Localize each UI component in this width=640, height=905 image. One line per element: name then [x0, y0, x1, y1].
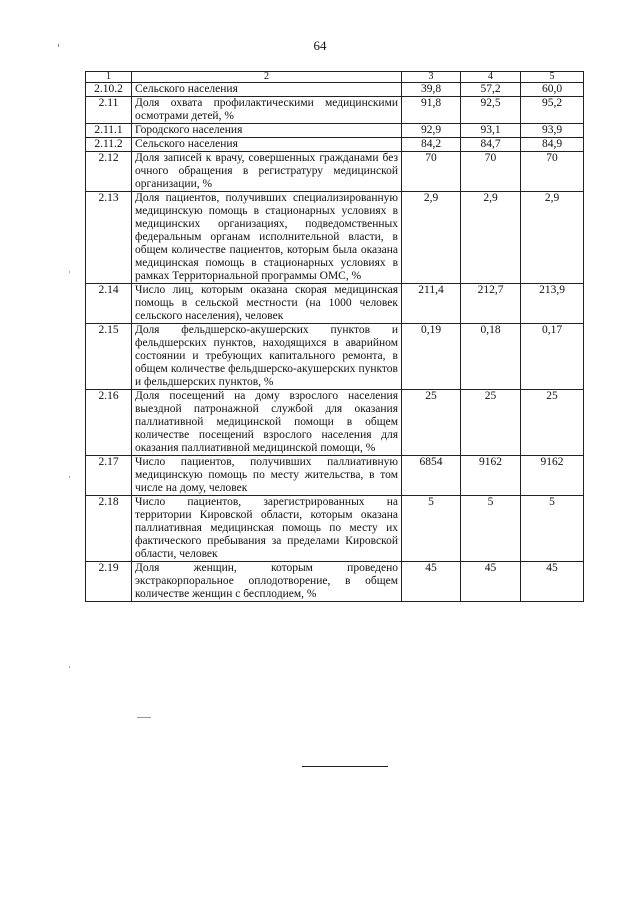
column-header: 1 [86, 72, 132, 83]
page-number: 64 [313, 38, 327, 53]
row-description: Городского населения [132, 124, 402, 138]
row-description: Доля охвата профилактическими медицинскими осмотрами детей, % [132, 97, 402, 124]
scan-speck [69, 271, 70, 273]
row-value-col4: 2,9 [461, 192, 521, 284]
row-value-col5: 2,9 [521, 192, 584, 284]
row-value-col3: 39,8 [402, 83, 461, 97]
row-value-col4: 84,7 [461, 138, 521, 152]
row-number: 2.17 [86, 456, 132, 496]
row-value-col4: 45 [461, 562, 521, 602]
row-value-col3: 45 [402, 562, 461, 602]
row-value-col4: 25 [461, 390, 521, 456]
row-value-col3: 70 [402, 152, 461, 192]
column-header: 2 [132, 72, 402, 83]
row-value-col4: 57,2 [461, 83, 521, 97]
row-number: 2.13 [86, 192, 132, 284]
row-description: Сельского населения [132, 83, 402, 97]
row-value-col5: 84,9 [521, 138, 584, 152]
row-value-col4: 9162 [461, 456, 521, 496]
row-value-col5: 0,17 [521, 324, 584, 390]
row-value-col3: 25 [402, 390, 461, 456]
row-description: Доля фельдшерско-акушерских пунктов и фельдшерских пунктов, находящихся в аварийном состоянии и требующих капитального ремонта, в общем количестве фельдшерско-акушерских пунктов и фельдшерских пунктов, % [132, 324, 402, 390]
column-header: 5 [521, 72, 584, 83]
scan-speck [69, 476, 70, 478]
row-value-col3: 6854 [402, 456, 461, 496]
row-value-col4: 92,5 [461, 97, 521, 124]
row-value-col4: 70 [461, 152, 521, 192]
row-value-col3: 91,8 [402, 97, 461, 124]
row-value-col3: 92,9 [402, 124, 461, 138]
row-value-col5: 5 [521, 496, 584, 562]
column-header: 4 [461, 72, 521, 83]
row-number: 2.11 [86, 97, 132, 124]
row-description: Доля посещений на дому взрослого населения выездной патронажной службой для оказания паллиативной медицинской помощи в общем количестве посещений взрослого населения для оказания паллиативной медицинской помощи, % [132, 390, 402, 456]
scan-speck [69, 666, 70, 668]
row-value-col5: 70 [521, 152, 584, 192]
row-description: Число лиц, которым оказана скорая медицинская помощь в сельской местности (на 1000 человек сельского населения), человек [132, 284, 402, 324]
row-value-col5: 95,2 [521, 97, 584, 124]
row-value-col3: 84,2 [402, 138, 461, 152]
row-value-col4: 0,18 [461, 324, 521, 390]
row-value-col4: 93,1 [461, 124, 521, 138]
row-number: 2.19 [86, 562, 132, 602]
row-description: Доля женщин, которым проведено экстракорпоральное оплодотворение, в общем количестве женщин с бесплодием, % [132, 562, 402, 602]
row-number: 2.16 [86, 390, 132, 456]
scan-speck [58, 44, 59, 47]
row-value-col3: 0,19 [402, 324, 461, 390]
row-number: 2.12 [86, 152, 132, 192]
row-value-col5: 45 [521, 562, 584, 602]
row-number: 2.14 [86, 284, 132, 324]
row-description: Доля записей к врачу, совершенных гражданами без очного обращения в регистратуру медицинской организации, % [132, 152, 402, 192]
row-number: 2.11.2 [86, 138, 132, 152]
row-value-col5: 25 [521, 390, 584, 456]
row-value-col3: 2,9 [402, 192, 461, 284]
row-value-col5: 93,9 [521, 124, 584, 138]
row-value-col4: 212,7 [461, 284, 521, 324]
row-value-col5: 9162 [521, 456, 584, 496]
row-value-col4: 5 [461, 496, 521, 562]
row-value-col5: 213,9 [521, 284, 584, 324]
row-description: Сельского населения [132, 138, 402, 152]
row-description: Число пациентов, получивших паллиативную медицинскую помощь по месту жительства, в том числе на дому, человек [132, 456, 402, 496]
row-number: 2.10.2 [86, 83, 132, 97]
row-description: Доля пациентов, получивших специализированную медицинскую помощь в стационарных условиях в медицинских организациях, подведомственных федеральным органам исполнительной власти, в общем количестве пациентов, которым была оказана медицинская помощь в стационарных условиях в рамках Территориальной программы ОМС, % [132, 192, 402, 284]
scan-speck [137, 717, 151, 718]
column-header: 3 [402, 72, 461, 83]
row-number: 2.11.1 [86, 124, 132, 138]
row-description: Число пациентов, зарегистрированных на территории Кировской области, которым оказана паллиативная медицинская помощь по месту их фактического пребывания за пределами Кировской области, человек [132, 496, 402, 562]
row-number: 2.15 [86, 324, 132, 390]
row-value-col5: 60,0 [521, 83, 584, 97]
row-number: 2.18 [86, 496, 132, 562]
row-value-col3: 211,4 [402, 284, 461, 324]
row-value-col3: 5 [402, 496, 461, 562]
